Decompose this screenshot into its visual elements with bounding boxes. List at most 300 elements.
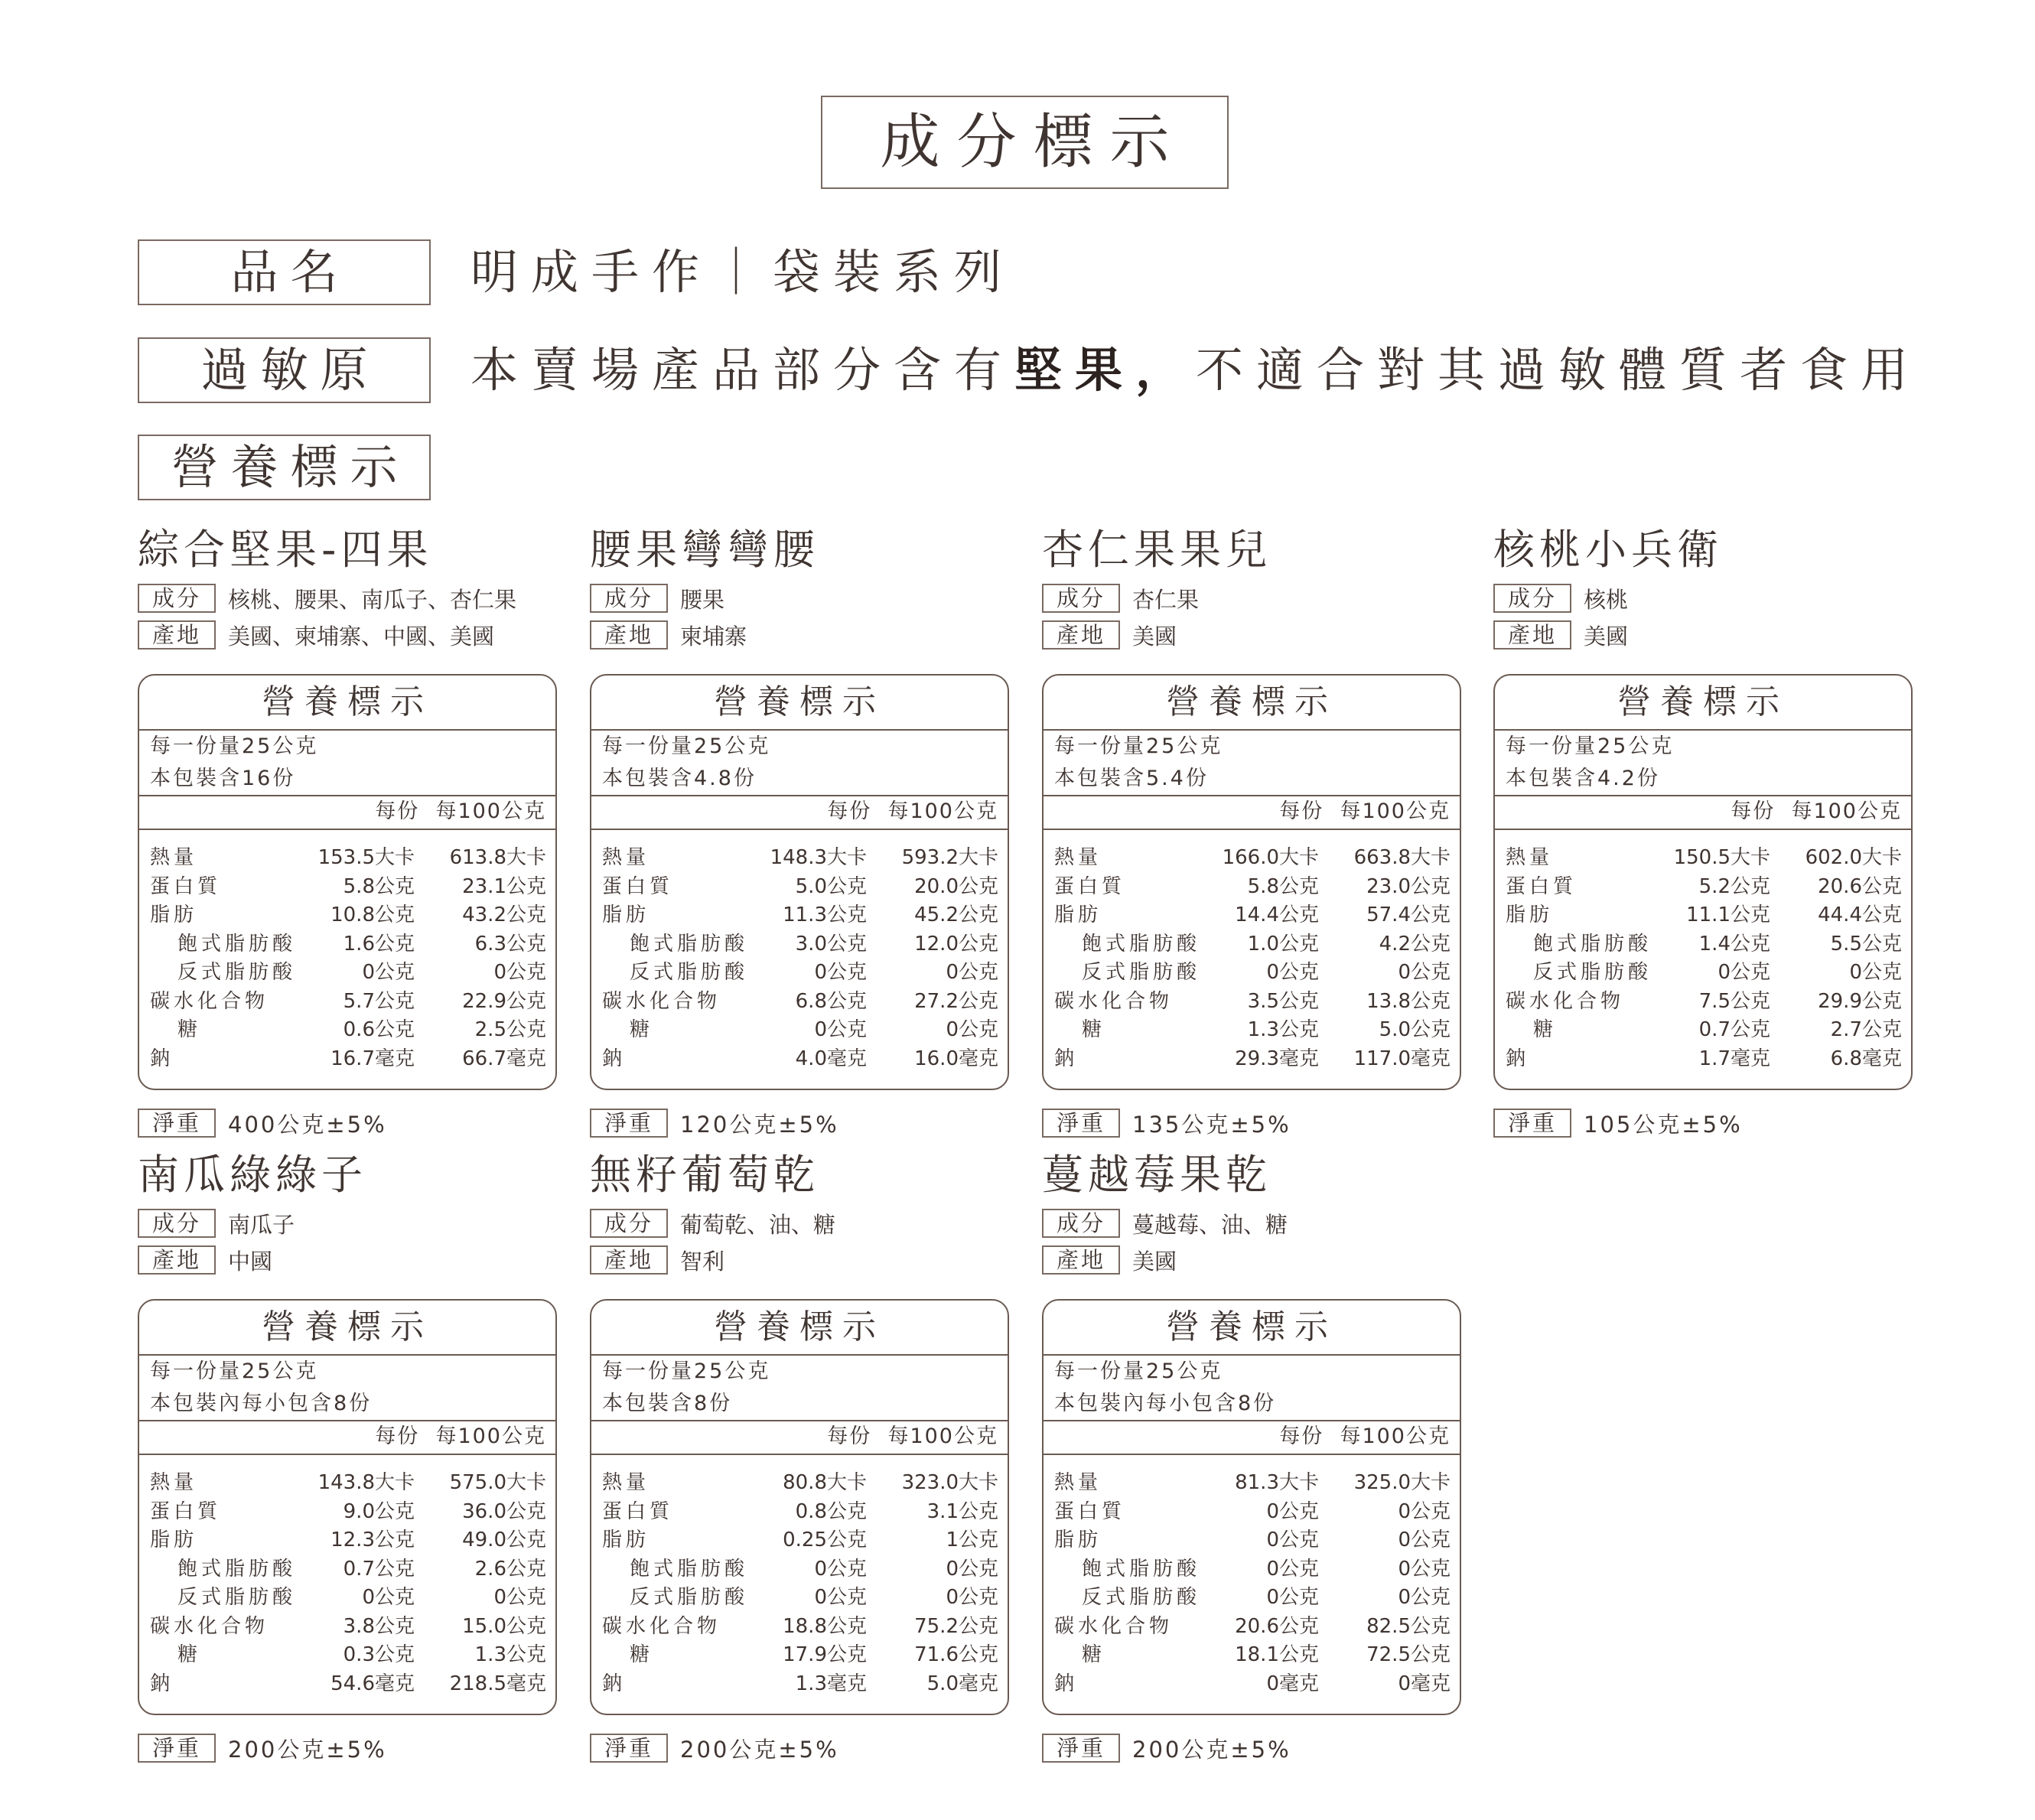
allergen-text-after: 不適合對其過敏體質者食用	[1196, 342, 1922, 398]
nutrient-name: 蛋白質	[1054, 874, 1126, 898]
per-serving-value: 0.6公克	[343, 1018, 415, 1041]
nutrition-panel	[1042, 1299, 1461, 1715]
nutrient-name: 反式脂肪酸	[1082, 961, 1201, 984]
per-100g-value: 13.8公克	[1366, 989, 1451, 1013]
serving-size: 每一份量25公克	[602, 1359, 771, 1383]
nutrition-panel-title: 營養標示	[139, 1301, 555, 1356]
per-100g-header: 每100公克	[1340, 799, 1451, 823]
nutrition-row	[591, 1670, 1008, 1699]
nutrient-name: 蛋白質	[150, 874, 222, 898]
nutrition-row	[1044, 1045, 1460, 1074]
nutrient-name: 脂肪	[1506, 903, 1554, 926]
nutrition-row	[139, 959, 555, 988]
net-weight-value: 120公克±5%	[680, 1111, 839, 1138]
serving-size: 每一份量25公克	[602, 734, 771, 758]
nutrition-panel	[1042, 674, 1461, 1090]
per-100g-header: 每100公克	[435, 799, 546, 823]
nutrition-row	[591, 1555, 1008, 1584]
ingredients-tag: 成分	[138, 584, 216, 613]
per-serving-value: 0公克	[814, 1586, 867, 1609]
nutrient-name: 飽式脂肪酸	[177, 932, 297, 956]
nutrition-row	[139, 1045, 555, 1074]
per-serving-value: 5.7公克	[343, 989, 415, 1013]
nutrition-row	[139, 1613, 555, 1642]
per-serving-value: 10.8公克	[330, 903, 415, 926]
per-serving-value: 6.8公克	[795, 989, 867, 1013]
nutrition-row	[139, 1526, 555, 1555]
nutrition-rows	[139, 1455, 555, 1698]
per-serving-header: 每份	[827, 799, 872, 823]
nutrient-name: 反式脂肪酸	[177, 961, 297, 984]
per-100g-header: 每100公克	[435, 1424, 546, 1448]
per-serving-value: 0公克	[1266, 1529, 1319, 1551]
per-serving-value: 5.2公克	[1698, 874, 1770, 898]
net-weight-row	[1042, 1107, 1461, 1139]
nutrient-name: 熱量	[1054, 846, 1102, 869]
nutrition-row	[591, 1045, 1008, 1074]
per-100g-value: 4.2公克	[1379, 932, 1451, 956]
nutrition-row	[139, 1555, 555, 1584]
nutrient-name: 蛋白質	[602, 1499, 674, 1523]
origin-tag: 產地	[590, 620, 668, 650]
nutrition-row	[139, 1670, 555, 1699]
per-100g-header: 每100公克	[887, 1424, 998, 1448]
net-weight-value: 200公克±5%	[680, 1736, 839, 1763]
per-serving-value: 18.1公克	[1235, 1643, 1319, 1666]
nutrient-name: 熱量	[1506, 846, 1554, 869]
nutrient-name: 熱量	[602, 846, 650, 869]
ingredients-row	[1042, 582, 1461, 614]
ingredients-row	[138, 1207, 557, 1239]
nutrition-row	[591, 844, 1008, 873]
nutrient-name: 脂肪	[602, 903, 650, 926]
net-weight-row	[590, 1732, 1009, 1764]
nutrient-name: 糖	[177, 1643, 202, 1666]
per-serving-value: 81.3大卡	[1235, 1471, 1319, 1494]
allergen-text-before: 本賣場產品部分含有	[470, 342, 1015, 398]
nutrition-row	[139, 901, 555, 930]
per-100g-value: 27.2公克	[914, 989, 998, 1013]
nutrient-name: 飽式脂肪酸	[1533, 932, 1652, 956]
per-100g-value: 0公克	[1849, 961, 1902, 984]
nutrient-name: 糖	[1533, 1018, 1558, 1041]
origin-tag: 產地	[590, 1245, 668, 1275]
nutrient-name: 熱量	[1054, 1471, 1102, 1494]
product-block	[1042, 523, 1461, 1139]
net-weight-value: 105公克±5%	[1584, 1111, 1743, 1138]
per-100g-value: 22.9公克	[462, 989, 546, 1013]
per-100g-value: 15.0公克	[462, 1614, 546, 1638]
product-title: 杏仁果果兒	[1042, 526, 1271, 574]
per-serving-value: 5.0公克	[795, 874, 867, 898]
per-serving-value: 0公克	[814, 961, 867, 984]
nutrition-row	[1044, 1498, 1460, 1527]
per-100g-value: 12.0公克	[914, 932, 998, 956]
nutrient-name: 碳水化合物	[1054, 1614, 1174, 1638]
per-100g-value: 43.2公克	[462, 903, 546, 926]
per-serving-value: 153.5大卡	[317, 846, 415, 869]
nutrition-rows	[1495, 830, 1911, 1073]
per-serving-value: 3.0公克	[795, 932, 867, 956]
per-100g-value: 49.0公克	[462, 1529, 546, 1551]
per-100g-value: 66.7毫克	[462, 1047, 546, 1070]
nutrition-row	[1044, 1469, 1460, 1498]
net-weight-tag: 淨重	[1493, 1109, 1571, 1138]
servings-per-pack: 本包裝內每小包含8份	[1054, 1392, 1277, 1415]
nutrition-row	[1044, 1526, 1460, 1555]
ingredients-tag: 成分	[1042, 1209, 1120, 1238]
nutrition-row	[1044, 844, 1460, 873]
nutrient-name: 糖	[1082, 1018, 1106, 1041]
per-serving-value: 11.1公克	[1686, 903, 1770, 926]
per-serving-value: 0公克	[1266, 961, 1319, 984]
nutrient-name: 飽式脂肪酸	[177, 1557, 297, 1581]
net-weight-tag: 淨重	[138, 1734, 216, 1763]
per-100g-value: 3.1公克	[926, 1499, 998, 1523]
per-100g-value: 6.8毫克	[1830, 1047, 1902, 1070]
origin-row	[1493, 619, 1913, 651]
product-block	[138, 1148, 557, 1764]
nutrition-row	[139, 1016, 555, 1045]
nutrition-row	[1044, 1584, 1460, 1613]
nutrient-name: 碳水化合物	[1054, 989, 1174, 1013]
product-block	[1042, 1148, 1461, 1764]
nutrition-row	[1044, 1641, 1460, 1670]
per-100g-value: 44.4公克	[1818, 903, 1902, 926]
nutrient-name: 鈉	[1054, 1047, 1079, 1070]
per-serving-value: 0公克	[362, 1586, 415, 1609]
origin-row	[590, 1244, 1009, 1276]
servings-per-pack: 本包裝內每小包含8份	[150, 1392, 373, 1415]
nutrition-row	[591, 1613, 1008, 1642]
per-100g-header: 每100公克	[1791, 799, 1902, 823]
nutrient-name: 糖	[177, 1018, 202, 1041]
column-header	[1044, 1420, 1460, 1455]
nutrition-row	[139, 1469, 555, 1498]
per-100g-value: 602.0大卡	[1805, 846, 1902, 869]
nutrient-name: 反式脂肪酸	[1082, 1586, 1201, 1609]
per-serving-value: 1.0公克	[1247, 932, 1319, 956]
per-100g-value: 0毫克	[1398, 1672, 1451, 1695]
ingredients-value: 葡萄乾、油、糖	[680, 1211, 836, 1238]
per-100g-value: 575.0大卡	[449, 1471, 546, 1494]
nutrition-row	[591, 1526, 1008, 1555]
page-title: 成分標示	[821, 96, 1229, 189]
nutrient-name: 碳水化合物	[150, 989, 269, 1013]
nutrition-panel-title: 營養標示	[1044, 676, 1460, 731]
nutrient-name: 飽式脂肪酸	[1082, 1557, 1201, 1581]
per-serving-value: 11.3公克	[783, 903, 867, 926]
nutrient-name: 糖	[630, 1018, 654, 1041]
ingredients-value: 杏仁果	[1132, 586, 1200, 613]
per-serving-value: 148.3大卡	[770, 846, 867, 869]
serving-size: 每一份量25公克	[150, 734, 319, 758]
origin-row	[138, 1244, 557, 1276]
nutrition-row	[1044, 930, 1460, 959]
servings-per-pack: 本包裝含8份	[602, 1392, 733, 1415]
per-100g-value: 29.9公克	[1818, 989, 1902, 1013]
column-header	[1495, 795, 1911, 830]
per-100g-value: 593.2大卡	[901, 846, 998, 869]
product-title: 蔓越莓果乾	[1042, 1151, 1271, 1199]
per-serving-value: 0.7公克	[1698, 1018, 1770, 1041]
nutrient-name: 鈉	[602, 1672, 627, 1695]
ingredients-value: 蔓越莓、油、糖	[1132, 1211, 1288, 1238]
per-100g-value: 75.2公克	[914, 1614, 998, 1638]
origin-row	[1042, 619, 1461, 651]
origin-value: 柬埔寨	[680, 623, 747, 650]
per-100g-value: 45.2公克	[914, 903, 998, 926]
per-100g-header: 每100公克	[887, 799, 998, 823]
nutrition-row	[1044, 1670, 1460, 1699]
per-serving-value: 5.8公克	[343, 874, 415, 898]
per-100g-value: 0公克	[1398, 1499, 1451, 1523]
product-title: 無籽葡萄乾	[590, 1151, 819, 1199]
nutrition-panel	[138, 674, 557, 1090]
origin-value: 美國、柬埔寨、中國、美國	[228, 623, 495, 650]
nutrition-row	[139, 873, 555, 902]
nutrient-name: 熱量	[602, 1471, 650, 1494]
nutrition-rows	[1044, 830, 1460, 1073]
per-serving-value: 166.0大卡	[1222, 846, 1319, 869]
nutrient-name: 碳水化合物	[602, 1614, 721, 1638]
net-weight-tag: 淨重	[1042, 1109, 1120, 1138]
net-weight-row	[138, 1107, 557, 1139]
nutrition-row	[1044, 873, 1460, 902]
nutrition-row	[1495, 901, 1911, 930]
nutrient-name: 脂肪	[1054, 903, 1102, 926]
per-serving-header: 每份	[827, 1424, 872, 1448]
product-title: 腰果彎彎腰	[590, 526, 819, 574]
nutrient-name: 糖	[1082, 1643, 1106, 1666]
origin-value: 美國	[1584, 623, 1629, 650]
per-100g-value: 5.0公克	[1379, 1018, 1451, 1041]
nutrition-row	[1044, 959, 1460, 988]
net-weight-tag: 淨重	[1042, 1734, 1120, 1763]
nutrient-name: 糖	[630, 1643, 654, 1666]
per-serving-value: 0公克	[362, 961, 415, 984]
nutrient-name: 飽式脂肪酸	[1082, 932, 1201, 956]
net-weight-value: 200公克±5%	[1132, 1736, 1291, 1763]
ingredients-tag: 成分	[590, 1209, 668, 1238]
per-100g-value: 0公克	[946, 1586, 998, 1609]
origin-tag: 產地	[1042, 620, 1120, 650]
per-100g-value: 613.8大卡	[449, 846, 546, 869]
serving-size: 每一份量25公克	[1506, 734, 1675, 758]
per-serving-value: 12.3公克	[330, 1529, 415, 1551]
product-title: 核桃小兵衛	[1493, 526, 1723, 574]
per-serving-value: 16.7毫克	[330, 1047, 415, 1070]
nutrient-name: 蛋白質	[602, 874, 674, 898]
nutrition-panel-title: 營養標示	[1044, 1301, 1460, 1356]
ingredients-value: 核桃	[1584, 586, 1629, 613]
nutrition-panel	[138, 1299, 557, 1715]
allergen-text-bold: 堅果，	[1014, 342, 1197, 398]
per-100g-value: 5.5公克	[1830, 932, 1902, 956]
per-100g-value: 117.0毫克	[1353, 1047, 1451, 1070]
nutrient-name: 反式脂肪酸	[177, 1586, 297, 1609]
per-serving-value: 7.5公克	[1698, 989, 1770, 1013]
nutrition-panel	[1493, 674, 1913, 1090]
net-weight-tag: 淨重	[590, 1109, 668, 1138]
nutrient-name: 脂肪	[1054, 1529, 1102, 1551]
ingredients-tag: 成分	[1493, 584, 1571, 613]
nutrition-rows	[591, 830, 1008, 1073]
nutrient-name: 蛋白質	[1054, 1499, 1126, 1523]
per-100g-value: 2.7公克	[1830, 1018, 1902, 1041]
nutrient-name: 鈉	[150, 1672, 174, 1695]
per-serving-value: 4.0毫克	[795, 1047, 867, 1070]
origin-value: 美國	[1132, 1248, 1177, 1275]
ingredients-value: 腰果	[680, 586, 725, 613]
nutrient-name: 熱量	[150, 846, 198, 869]
product-name-label: 品名	[138, 239, 431, 305]
servings-per-pack: 本包裝含4.2份	[1506, 767, 1660, 790]
per-serving-value: 54.6毫克	[330, 1672, 415, 1695]
nutrition-row	[139, 988, 555, 1017]
nutrient-name: 鈉	[150, 1047, 174, 1070]
nutrient-name: 脂肪	[150, 1529, 198, 1551]
per-serving-value: 1.4公克	[1698, 932, 1770, 956]
nutrient-name: 碳水化合物	[1506, 989, 1625, 1013]
column-header	[591, 795, 1008, 830]
per-100g-value: 323.0大卡	[901, 1471, 998, 1494]
nutrition-row	[1495, 873, 1911, 902]
nutrient-name: 脂肪	[150, 903, 198, 926]
column-header	[139, 1420, 555, 1455]
per-100g-value: 5.0毫克	[926, 1672, 998, 1695]
nutrition-row	[139, 1584, 555, 1613]
nutrition-row	[591, 930, 1008, 959]
origin-tag: 產地	[138, 620, 216, 650]
allergen-label: 過敏原	[138, 337, 431, 403]
per-serving-value: 1.3毫克	[795, 1672, 867, 1695]
nutrition-row	[1495, 930, 1911, 959]
nutrition-rows	[139, 830, 555, 1073]
per-serving-value: 0.7公克	[343, 1557, 415, 1581]
per-100g-value: 16.0毫克	[914, 1047, 998, 1070]
per-serving-value: 1.3公克	[1247, 1018, 1319, 1041]
per-100g-value: 36.0公克	[462, 1499, 546, 1523]
nutrition-row	[139, 1498, 555, 1527]
nutrition-row	[139, 1641, 555, 1670]
per-100g-value: 20.0公克	[914, 874, 998, 898]
origin-value: 智利	[680, 1248, 725, 1275]
per-serving-value: 0公克	[1266, 1499, 1319, 1523]
net-weight-row	[138, 1732, 557, 1764]
nutrient-name: 蛋白質	[150, 1499, 222, 1523]
per-100g-value: 218.5毫克	[449, 1672, 546, 1695]
net-weight-row	[1493, 1107, 1913, 1139]
nutrient-name: 熱量	[150, 1471, 198, 1494]
nutrient-name: 脂肪	[602, 1529, 650, 1551]
per-serving-value: 9.0公克	[343, 1499, 415, 1523]
per-100g-value: 0公克	[1398, 1529, 1451, 1551]
nutrient-name: 反式脂肪酸	[1533, 961, 1652, 984]
nutrient-name: 鈉	[1506, 1047, 1530, 1070]
origin-value: 中國	[228, 1248, 273, 1275]
per-100g-value: 23.0公克	[1366, 874, 1451, 898]
per-serving-header: 每份	[375, 799, 420, 823]
per-serving-value: 17.9公克	[783, 1643, 867, 1666]
origin-tag: 產地	[1493, 620, 1571, 650]
nutrition-panel-title: 營養標示	[591, 676, 1008, 731]
per-100g-value: 82.5公克	[1366, 1614, 1451, 1638]
per-serving-value: 0公克	[1718, 961, 1770, 984]
per-serving-value: 29.3毫克	[1235, 1047, 1319, 1070]
nutrition-row	[591, 988, 1008, 1017]
servings-per-pack: 本包裝含4.8份	[602, 767, 757, 790]
per-serving-header: 每份	[375, 1424, 420, 1448]
nutrition-row	[1495, 1045, 1911, 1074]
nutrition-rows	[1044, 1455, 1460, 1698]
ingredients-row	[1042, 1207, 1461, 1239]
per-100g-value: 1.3公克	[474, 1643, 546, 1666]
net-weight-value: 400公克±5%	[228, 1111, 387, 1138]
per-100g-value: 0公克	[493, 961, 546, 984]
nutrition-row	[591, 1584, 1008, 1613]
nutrient-name: 飽式脂肪酸	[630, 1557, 749, 1581]
per-serving-value: 18.8公克	[783, 1614, 867, 1638]
per-100g-value: 1公克	[946, 1529, 998, 1551]
per-serving-value: 0毫克	[1266, 1672, 1319, 1695]
nutrition-panel	[590, 674, 1009, 1090]
nutrition-section-label: 營養標示	[138, 435, 431, 500]
serving-size: 每一份量25公克	[150, 1359, 319, 1383]
product-block	[138, 523, 557, 1139]
per-100g-value: 2.5公克	[474, 1018, 546, 1041]
per-serving-value: 0公克	[814, 1557, 867, 1581]
nutrition-panel-title: 營養標示	[591, 1301, 1008, 1356]
origin-tag: 產地	[138, 1245, 216, 1275]
nutrition-row	[1044, 901, 1460, 930]
ingredients-value: 核桃、腰果、南瓜子、杏仁果	[228, 586, 517, 613]
ingredients-tag: 成分	[138, 1209, 216, 1238]
net-weight-value: 135公克±5%	[1132, 1111, 1291, 1138]
per-serving-value: 0.25公克	[783, 1529, 867, 1551]
ingredients-value: 南瓜子	[228, 1211, 295, 1238]
ingredients-row	[590, 1207, 1009, 1239]
per-100g-value: 2.6公克	[474, 1557, 546, 1581]
ingredients-tag: 成分	[590, 584, 668, 613]
per-serving-value: 0公克	[814, 1018, 867, 1041]
product-line-text: 明成手作｜袋裝系列	[470, 244, 1015, 300]
origin-row	[1042, 1244, 1461, 1276]
origin-row	[590, 619, 1009, 651]
per-100g-value: 0公克	[946, 1018, 998, 1041]
serving-size: 每一份量25公克	[1054, 1359, 1223, 1383]
nutrition-row	[591, 901, 1008, 930]
nutrition-panel-title: 營養標示	[1495, 676, 1911, 731]
per-100g-value: 0公克	[493, 1586, 546, 1609]
per-100g-value: 0公克	[946, 961, 998, 984]
per-100g-value: 20.6公克	[1818, 874, 1902, 898]
nutrient-name: 碳水化合物	[150, 1614, 269, 1638]
per-serving-header: 每份	[1731, 799, 1776, 823]
nutrition-row	[591, 1016, 1008, 1045]
per-100g-value: 325.0大卡	[1353, 1471, 1451, 1494]
nutrient-name: 反式脂肪酸	[630, 1586, 749, 1609]
ingredients-row	[1493, 582, 1913, 614]
net-weight-row	[590, 1107, 1009, 1139]
per-100g-value: 57.4公克	[1366, 903, 1451, 926]
per-100g-value: 72.5公克	[1366, 1643, 1451, 1666]
origin-tag: 產地	[1042, 1245, 1120, 1275]
per-100g-value: 23.1公克	[462, 874, 546, 898]
per-serving-value: 0.8公克	[795, 1499, 867, 1523]
allergen-text	[470, 337, 1921, 403]
per-serving-value: 0公克	[1266, 1586, 1319, 1609]
